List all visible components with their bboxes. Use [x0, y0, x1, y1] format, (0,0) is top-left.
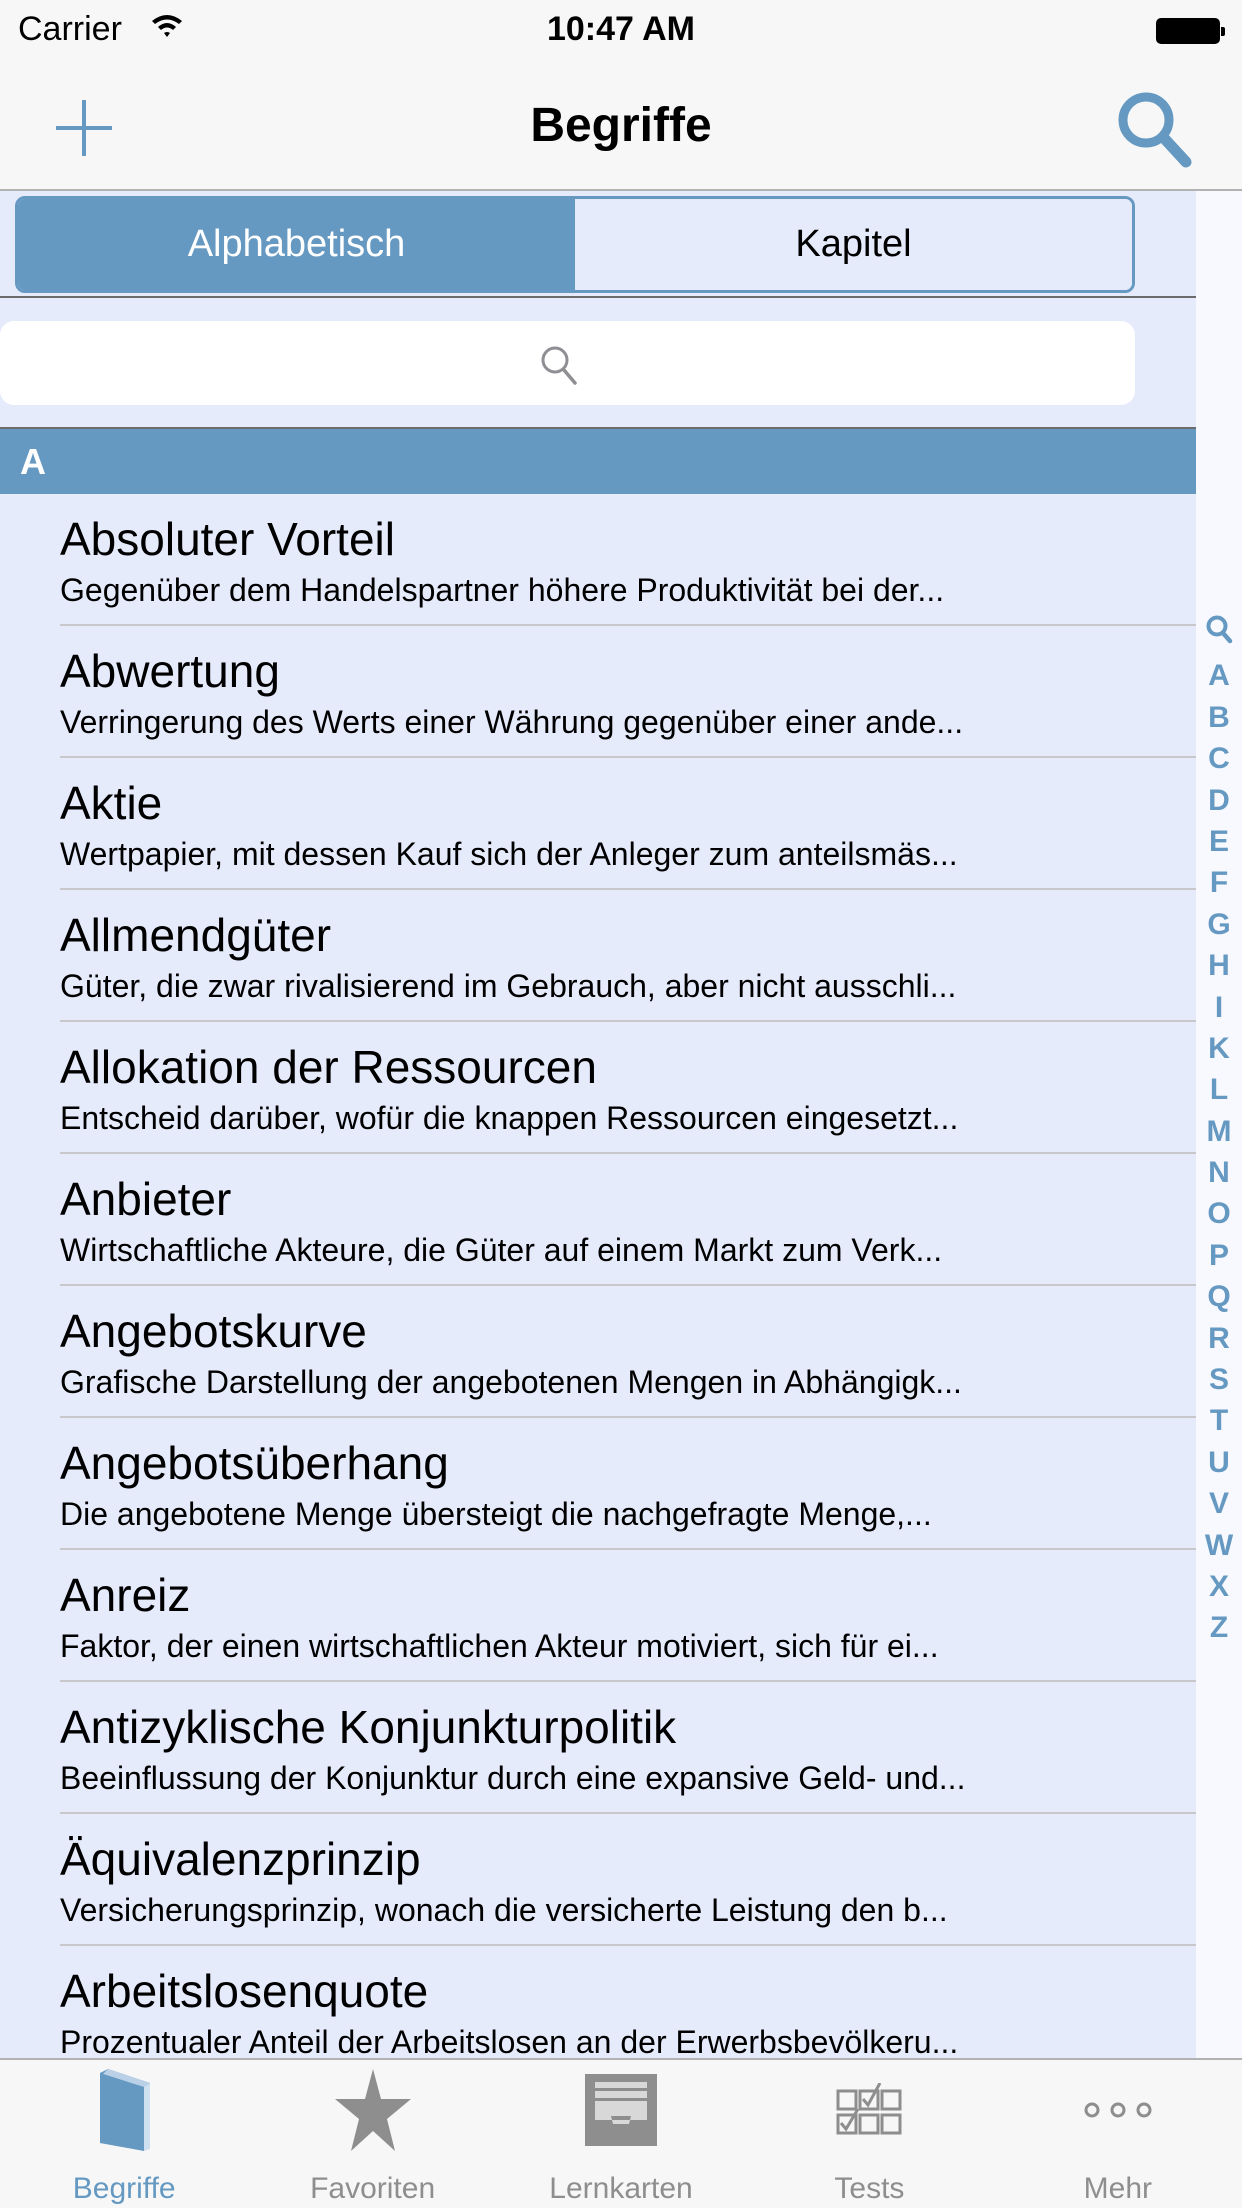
carrier-label: Carrier [18, 10, 122, 48]
index-letter[interactable]: C [1208, 742, 1230, 776]
tab-begriffe[interactable] [0, 2060, 248, 2208]
search-button[interactable] [1114, 88, 1194, 168]
segmented-control [15, 196, 1135, 293]
battery-icon [1156, 18, 1220, 44]
clock: 10:47 AM [546, 10, 696, 48]
index-letter[interactable]: D [1208, 783, 1230, 817]
index-letter[interactable]: O [1207, 1197, 1231, 1231]
term-description: Die angebotene Menge übersteigt die nachgefragte Menge,... [60, 1496, 932, 1532]
index-letter[interactable]: F [1209, 866, 1229, 900]
star-icon [333, 2069, 413, 2151]
term-title: Absoluter Vorteil [60, 513, 395, 565]
status-bar [0, 0, 1242, 60]
divider [0, 296, 1196, 298]
index-letter[interactable]: L [1209, 1073, 1229, 1107]
term-title: Allmendgüter [60, 909, 332, 961]
list-item[interactable] [0, 626, 1196, 758]
segment-kapitel[interactable]: Kapitel [575, 199, 1132, 290]
more-icon [1082, 2100, 1154, 2120]
tab-label: Begriffe [72, 2172, 176, 2205]
tab-favoriten[interactable] [248, 2060, 496, 2208]
index-letter[interactable]: V [1208, 1487, 1229, 1521]
index-letter[interactable]: K [1208, 1031, 1230, 1065]
search-icon [1114, 88, 1194, 168]
index-letter[interactable]: B [1208, 700, 1230, 734]
list-item[interactable] [0, 1286, 1196, 1418]
list-item[interactable] [0, 494, 1196, 626]
term-description: Wirtschaftliche Akteure, die Güter auf einem Markt zum Verk... [60, 1232, 943, 1268]
list-item[interactable] [0, 1418, 1196, 1550]
term-title: Arbeitslosenquote [60, 1965, 429, 2017]
page-title: Begriffe [530, 99, 712, 152]
tab-lernkarten[interactable] [497, 2060, 745, 2208]
term-description: Güter, die zwar rivalisierend im Gebrauch, aber nicht ausschli... [60, 968, 957, 1004]
index-letter[interactable]: G [1207, 907, 1231, 941]
index-search-icon[interactable] [1196, 614, 1242, 655]
term-title: Angebotsüberhang [60, 1437, 449, 1489]
index-letter[interactable]: P [1208, 1238, 1229, 1272]
index-letter[interactable]: M [1206, 1114, 1232, 1148]
list-item[interactable] [0, 1550, 1196, 1682]
term-description: Verringerung des Werts einer Währung gegenüber einer ande... [60, 704, 964, 740]
term-title: Anreiz [60, 1569, 191, 1621]
index-letter[interactable]: W [1204, 1528, 1234, 1562]
tab-bar [0, 2058, 1242, 2208]
index-letter[interactable]: T [1209, 1404, 1229, 1438]
tab-mehr[interactable] [994, 2060, 1242, 2208]
index-letter[interactable]: H [1208, 949, 1230, 983]
term-description: Prozentualer Anteil der Arbeitslosen an der Erwerbsbevölkeru... [60, 2024, 959, 2058]
index-letter[interactable]: E [1208, 824, 1229, 858]
term-description: Wertpapier, mit dessen Kauf sich der Anleger zum anteilsmäs... [60, 836, 958, 872]
index-letter[interactable]: U [1208, 1445, 1230, 1479]
list-item[interactable] [0, 1814, 1196, 1946]
term-title: Abwertung [60, 645, 280, 697]
section-index[interactable] [1196, 614, 1242, 1649]
term-description: Versicherungsprinzip, wonach die versicherte Leistung den b... [60, 1892, 948, 1928]
index-letter[interactable]: I [1214, 990, 1224, 1024]
term-description: Entscheid darüber, wofür die knappen Ressourcen eingesetzt... [60, 1100, 959, 1136]
index-letter[interactable]: A [1208, 659, 1230, 693]
list-item[interactable] [0, 1946, 1196, 2058]
term-description: Gegenüber dem Handelspartner höhere Produktivität bei der... [60, 572, 945, 608]
tab-label: Favoriten [310, 2172, 436, 2205]
tab-tests[interactable] [745, 2060, 993, 2208]
card-box-icon [585, 2074, 657, 2146]
book-icon [94, 2069, 154, 2151]
term-title: Äquivalenzprinzip [60, 1833, 421, 1885]
term-title: Aktie [60, 777, 163, 829]
terms-list [0, 494, 1196, 2058]
navigation-bar [0, 60, 1242, 191]
term-description: Grafische Darstellung der angebotenen Mengen in Abhängigk... [60, 1364, 962, 1400]
index-letter[interactable]: R [1208, 1321, 1230, 1355]
checklist-icon [836, 2083, 902, 2137]
term-title: Allokation der Ressourcen [60, 1041, 597, 1093]
index-letter[interactable]: Z [1209, 1611, 1229, 1645]
term-title: Angebotskurve [60, 1305, 367, 1357]
index-letter[interactable]: X [1208, 1569, 1229, 1603]
index-letter[interactable]: Q [1207, 1280, 1231, 1314]
index-letter[interactable]: S [1208, 1363, 1229, 1397]
tab-label: Tests [834, 2172, 905, 2205]
term-title: Antizyklische Konjunkturpolitik [60, 1701, 677, 1753]
index-letter[interactable]: N [1208, 1156, 1230, 1190]
tab-label: Lernkarten [549, 2172, 693, 2205]
section-header: A [0, 429, 1196, 494]
list-item[interactable] [0, 1022, 1196, 1154]
list-item[interactable] [0, 890, 1196, 1022]
search-icon [538, 343, 582, 387]
segment-alphabetisch[interactable]: Alphabetisch [18, 199, 575, 290]
list-item[interactable] [0, 1682, 1196, 1814]
term-description: Beeinflussung der Konjunktur durch eine expansive Geld- und... [60, 1760, 966, 1796]
list-item[interactable] [0, 1154, 1196, 1286]
tab-label: Mehr [1083, 2172, 1152, 2205]
term-title: Anbieter [60, 1173, 232, 1225]
term-description: Faktor, der einen wirtschaftlichen Akteur motiviert, sich für ei... [60, 1628, 939, 1664]
list-item[interactable] [0, 758, 1196, 890]
search-input[interactable] [0, 321, 1135, 405]
